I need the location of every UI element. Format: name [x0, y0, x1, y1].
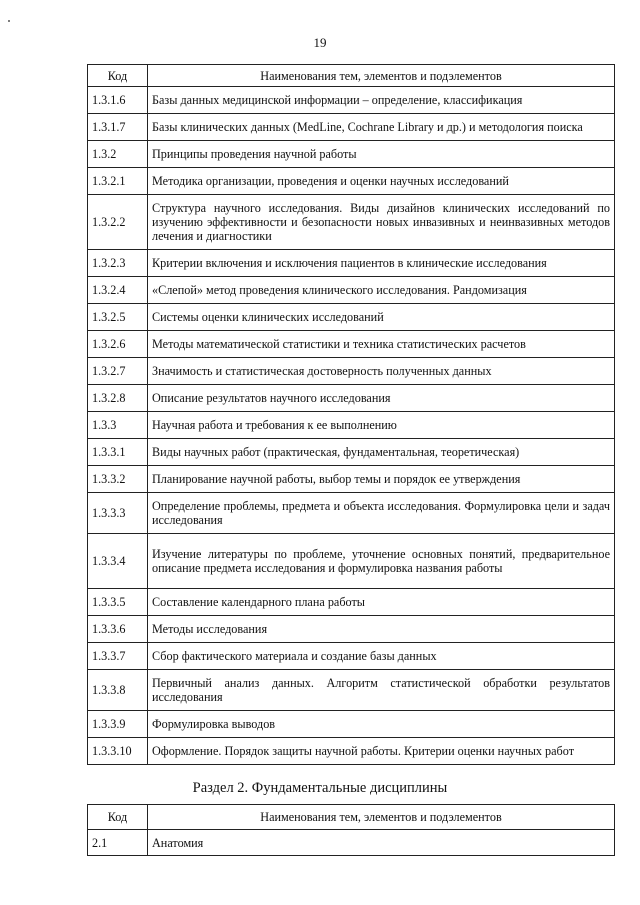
- table-row: [88, 168, 615, 195]
- table-row: [88, 87, 615, 114]
- row-code: 1.3.2: [88, 141, 148, 168]
- table-row: [88, 616, 615, 643]
- table-row: [88, 830, 615, 856]
- row-name: Описание результатов научного исследования: [148, 385, 615, 412]
- row-code: 1.3.3.4: [88, 534, 148, 589]
- row-name: Оформление. Порядок защиты научной работы. Критерии оценки научных работ: [148, 738, 615, 765]
- table-row: [88, 738, 615, 765]
- header-code: Код: [88, 805, 148, 830]
- table-row: [88, 439, 615, 466]
- table-row: [88, 534, 615, 589]
- table-row: [88, 493, 615, 534]
- table-row: [88, 358, 615, 385]
- row-code: 1.3.2.2: [88, 195, 148, 250]
- header-name: Наименования тем, элементов и подэлементов: [148, 805, 615, 830]
- row-code: 1.3.2.6: [88, 331, 148, 358]
- table-row: [88, 331, 615, 358]
- row-name: Анатомия: [148, 830, 615, 856]
- row-name: Методика организации, проведения и оценки научных исследований: [148, 168, 615, 195]
- table-row: [88, 141, 615, 168]
- row-code: 1.3.1.7: [88, 114, 148, 141]
- row-name: Виды научных работ (практическая, фундаментальная, теоретическая): [148, 439, 615, 466]
- header-code: Код: [88, 65, 148, 87]
- row-name: Изучение литературы по проблеме, уточнение основных понятий, предварительное описание предмета исследования и формулировка названия работы: [148, 534, 615, 589]
- row-name: Методы исследования: [148, 616, 615, 643]
- table-row: [88, 385, 615, 412]
- row-code: 1.3.3.9: [88, 711, 148, 738]
- row-name: Определение проблемы, предмета и объекта исследования. Формулировка цели и задач исследования: [148, 493, 615, 534]
- table-row: [88, 195, 615, 250]
- table-header-row: [88, 65, 615, 87]
- row-name: Сбор фактического материала и создание базы данных: [148, 643, 615, 670]
- section-title: Раздел 2. Фундаментальные дисциплины: [192, 780, 448, 796]
- row-code: 1.3.3.5: [88, 589, 148, 616]
- row-code: 1.3.3.8: [88, 670, 148, 711]
- table-row: [88, 589, 615, 616]
- row-code: 1.3.3.10: [88, 738, 148, 765]
- table-row: [88, 304, 615, 331]
- row-code: 1.3.3.2: [88, 466, 148, 493]
- row-name: Критерии включения и исключения пациентов в клинические исследования: [148, 250, 615, 277]
- row-code: 1.3.2.7: [88, 358, 148, 385]
- page-number: 19: [313, 35, 327, 50]
- row-name: Базы клинических данных (MedLine, Cochrane Library и др.) и методология поиска: [148, 114, 615, 141]
- row-name: Планирование научной работы, выбор темы и порядок ее утверждения: [148, 466, 615, 493]
- scan-dot-mark: [8, 20, 10, 22]
- table-row: [88, 466, 615, 493]
- row-code: 1.3.3.7: [88, 643, 148, 670]
- table-header-row: [88, 805, 615, 830]
- row-code: 1.3.1.6: [88, 87, 148, 114]
- row-name: Составление календарного плана работы: [148, 589, 615, 616]
- table-row: [88, 711, 615, 738]
- row-code: 1.3.3.6: [88, 616, 148, 643]
- section2-table: [87, 804, 615, 856]
- row-code: 1.3.2.4: [88, 277, 148, 304]
- table-row: [88, 250, 615, 277]
- table-row: [88, 412, 615, 439]
- row-code: 1.3.2.1: [88, 168, 148, 195]
- row-name: Структура научного исследования. Виды дизайнов клинических исследований по изучению эффективности и безопасности новых инвазивных и неинвазивных методов лечения и диагностики: [148, 195, 615, 250]
- row-name: Формулировка выводов: [148, 711, 615, 738]
- row-name: Научная работа и требования к ее выполнению: [148, 412, 615, 439]
- row-code: 1.3.3: [88, 412, 148, 439]
- row-name: Базы данных медицинской информации – определение, классификация: [148, 87, 615, 114]
- table-row: [88, 670, 615, 711]
- row-code: 1.3.2.5: [88, 304, 148, 331]
- row-code: 1.3.2.8: [88, 385, 148, 412]
- table-row: [88, 277, 615, 304]
- row-name: Методы математической статистики и техника статистических расчетов: [148, 331, 615, 358]
- table-row: [88, 114, 615, 141]
- row-name: Системы оценки клинических исследований: [148, 304, 615, 331]
- header-name: Наименования тем, элементов и подэлементов: [148, 65, 615, 87]
- row-name: «Слепой» метод проведения клинического исследования. Рандомизация: [148, 277, 615, 304]
- row-code: 1.3.2.3: [88, 250, 148, 277]
- topics-table: [87, 64, 615, 765]
- row-name: Принципы проведения научной работы: [148, 141, 615, 168]
- row-code: 1.3.3.3: [88, 493, 148, 534]
- row-name: Первичный анализ данных. Алгоритм статистической обработки результатов исследования: [148, 670, 615, 711]
- row-code: 2.1: [88, 830, 148, 856]
- row-code: 1.3.3.1: [88, 439, 148, 466]
- table-row: [88, 643, 615, 670]
- row-name: Значимость и статистическая достоверность полученных данных: [148, 358, 615, 385]
